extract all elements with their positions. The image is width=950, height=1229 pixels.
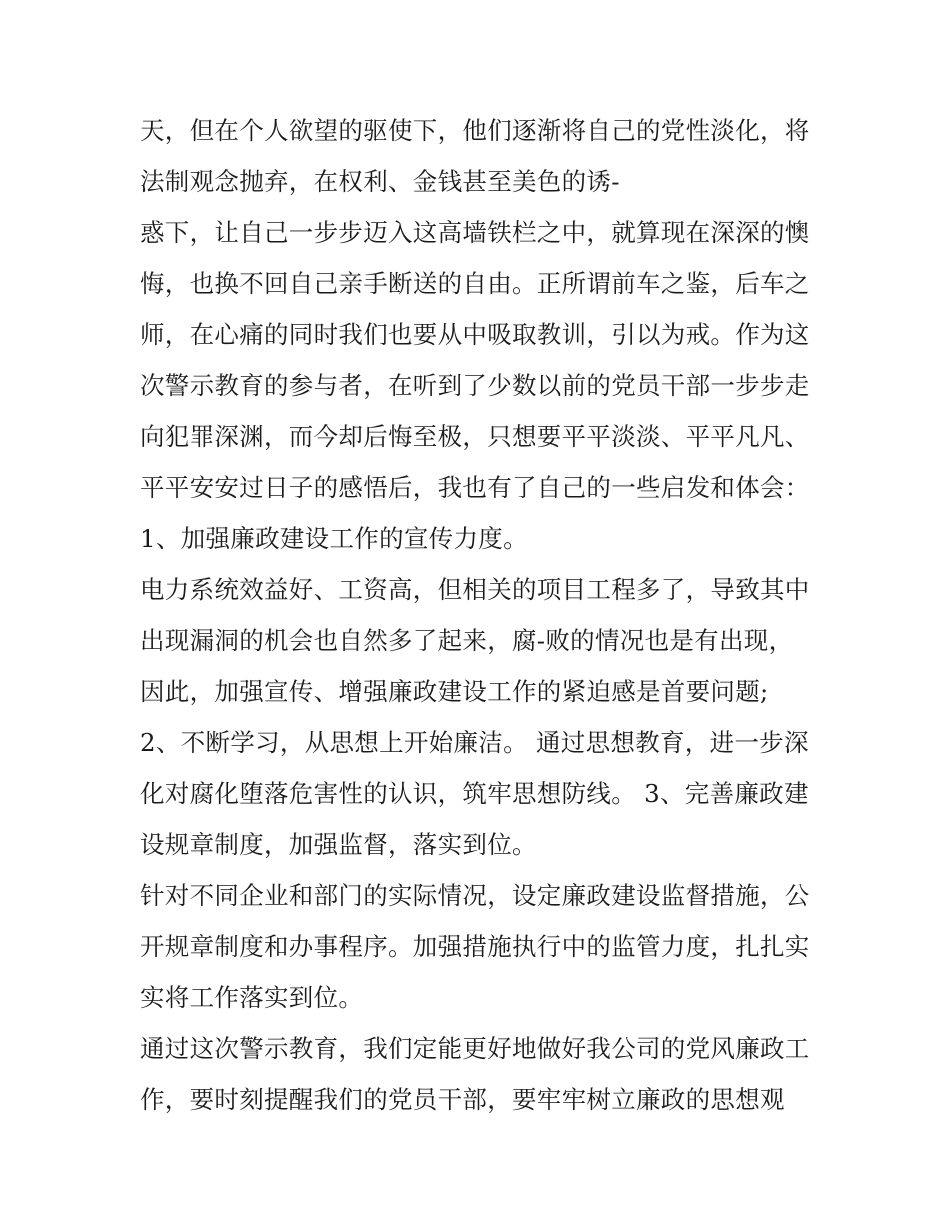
- list-item-heading: 2、不断学习，从思想上开始廉洁。 通过思想教育，进一步深: [140, 728, 809, 757]
- list-item-heading: 1、加强廉政建设工作的宣传力度。: [140, 524, 528, 553]
- text-line: 化对腐化堕落危害性的认识，筑牢思想防线。 3、完善廉政建: [140, 779, 809, 808]
- text-line: 作，要时刻提醒我们的党员干部，要牢牢树立廉政的思想观: [140, 1085, 785, 1114]
- text-line: 天，但在个人欲望的驱使下，他们逐渐将自己的党性淡化，将: [140, 116, 810, 145]
- text-line: 开规章制度和办事程序。加强措施执行中的监管力度，扎扎实: [140, 932, 810, 961]
- text-line: 出现漏洞的机会也自然多了起来，腐-败的情况也是有出现，: [140, 626, 794, 655]
- text-line: 惑下，让自己一步步迈入这高墙铁栏之中，就算现在深深的懊: [140, 218, 810, 247]
- text-line: 电力系统效益好、工资高，但相关的项目工程多了，导致其中: [140, 575, 810, 604]
- document-body: [140, 105, 830, 1125]
- text-line: 悔，也换不回自己亲手断送的自由。正所谓前车之鉴，后车之: [140, 269, 810, 298]
- text-line: 设规章制度，加强监督，落实到位。: [140, 830, 537, 859]
- text-line: 针对不同企业和部门的实际情况，设定廉政建设监督措施，公: [140, 881, 810, 910]
- text-line: 师，在心痛的同时我们也要从中吸取教训，引以为戒。作为这: [140, 320, 810, 349]
- text-line: 平平安安过日子的感悟后，我也有了自己的一些启发和体会：: [140, 473, 810, 502]
- text-line: 向犯罪深渊，而今却后悔至极，只想要平平淡淡、平平凡凡、: [140, 422, 810, 451]
- text-line: 通过这次警示教育，我们定能更好地做好我公司的党风廉政工: [140, 1034, 810, 1063]
- text-line: 实将工作落实到位。: [140, 983, 364, 1012]
- text-line: 次警示教育的参与者，在听到了少数以前的党员干部一步步走: [140, 371, 810, 400]
- text-line: 因此，加强宣传、增强廉政建设工作的紧迫感是首要问题;: [140, 677, 769, 706]
- text-line: 法制观念抛弃，在权利、金钱甚至美色的诱-: [140, 167, 620, 196]
